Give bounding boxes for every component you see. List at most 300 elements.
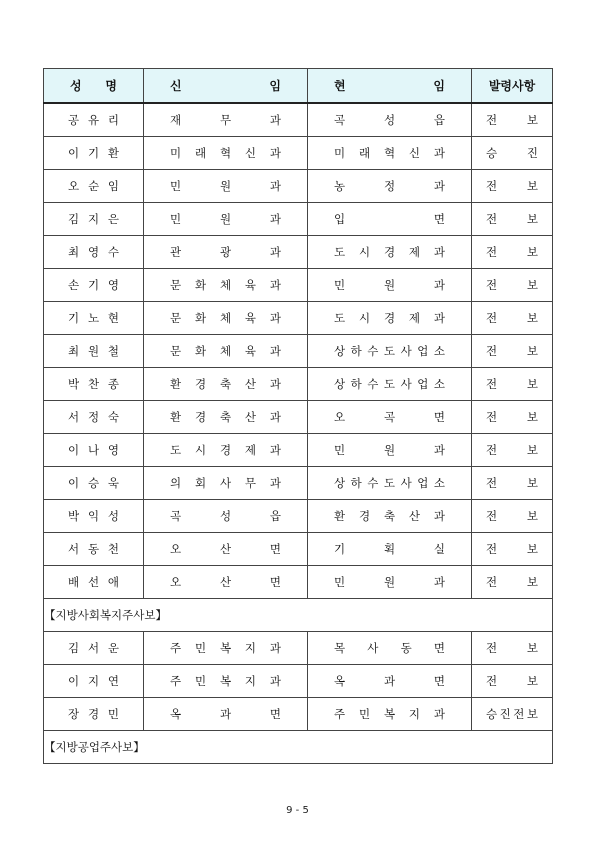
char: 래	[194, 146, 207, 160]
new-post-cell-text	[144, 244, 307, 260]
char: 도	[383, 377, 396, 391]
char: 보	[526, 575, 538, 589]
char: 소	[433, 476, 445, 490]
current-post-cell	[308, 203, 472, 236]
char: 전	[486, 443, 498, 457]
new-post-cell-text	[144, 508, 307, 524]
current-post-cell	[308, 170, 472, 203]
name-cell	[44, 632, 144, 665]
action-cell-text	[472, 673, 552, 689]
new-post-cell-text	[144, 475, 307, 491]
current-post-cell	[308, 665, 472, 698]
current-post-cell-text	[308, 673, 471, 689]
char: 민	[194, 674, 207, 688]
char: 공	[68, 113, 80, 127]
char: 주	[334, 707, 346, 721]
new-post-cell-text	[144, 112, 307, 128]
char: 회	[194, 476, 207, 490]
char: 성	[219, 509, 232, 523]
action-cell-text	[472, 343, 552, 359]
new-post-cell-text	[144, 376, 307, 392]
new-post-cell	[144, 467, 308, 500]
char: 민	[334, 278, 346, 292]
char: 제	[244, 443, 257, 457]
new-post-cell-text	[144, 541, 307, 557]
char: 시	[358, 245, 371, 259]
char: 임	[433, 79, 445, 93]
char: 래	[358, 146, 371, 160]
char: 업	[417, 344, 429, 358]
table-row	[44, 665, 553, 698]
char: 보	[526, 674, 538, 688]
char: 전	[486, 344, 498, 358]
header-current-post	[308, 69, 472, 104]
name-cell	[44, 269, 144, 302]
char: 원	[219, 212, 232, 226]
name-cell	[44, 170, 144, 203]
char: 업	[417, 377, 429, 391]
current-post-cell-text	[308, 706, 471, 722]
name-cell	[44, 467, 144, 500]
current-post-cell-text	[308, 376, 471, 392]
char: 환	[170, 377, 182, 391]
char: 보	[526, 113, 538, 127]
char: 광	[219, 245, 232, 259]
action-cell	[472, 203, 553, 236]
new-post-cell-text	[144, 442, 307, 458]
action-cell-text	[472, 244, 552, 260]
current-post-cell-text	[308, 409, 471, 425]
char: 경	[358, 509, 371, 523]
name-cell	[44, 566, 144, 599]
action-cell	[472, 500, 553, 533]
char: 박	[68, 509, 80, 523]
char: 화	[194, 278, 207, 292]
new-post-cell	[144, 236, 308, 269]
action-cell	[472, 236, 553, 269]
char: 도	[383, 344, 396, 358]
char: 수	[107, 245, 119, 259]
char: 면	[433, 674, 445, 688]
char: 지	[87, 674, 100, 688]
action-cell	[472, 566, 553, 599]
char: 환	[334, 509, 346, 523]
char: 현	[334, 79, 346, 93]
table-row	[44, 467, 553, 500]
char: 신	[408, 146, 421, 160]
char: 체	[219, 344, 232, 358]
char: 임	[107, 179, 119, 193]
char: 과	[269, 212, 281, 226]
name-cell-text	[44, 343, 143, 359]
char: 과	[269, 179, 281, 193]
char: 최	[68, 344, 80, 358]
section-welfare-heading	[44, 599, 553, 632]
section-industrial-heading	[44, 731, 553, 764]
name-cell	[44, 500, 144, 533]
char: 육	[244, 278, 257, 292]
char: 미	[334, 146, 346, 160]
char: 이	[68, 674, 80, 688]
char: 도	[170, 443, 182, 457]
char: 보	[526, 410, 538, 424]
action-cell-text	[472, 310, 552, 326]
char: 주	[170, 641, 182, 655]
char: 보	[526, 542, 538, 556]
name-cell-text	[44, 376, 143, 392]
char: 전	[486, 377, 498, 391]
char: 하	[350, 377, 362, 391]
char: 전	[486, 542, 498, 556]
name-cell	[44, 533, 144, 566]
current-post-cell	[308, 137, 472, 170]
action-cell-text	[472, 706, 552, 722]
current-post-cell-text	[308, 277, 471, 293]
char: 애	[107, 575, 119, 589]
new-post-cell	[144, 269, 308, 302]
char: 옥	[334, 674, 346, 688]
char: 성	[383, 113, 396, 127]
name-cell-text	[44, 211, 143, 227]
action-cell-text	[472, 376, 552, 392]
char: 과	[269, 311, 281, 325]
char: 과	[433, 311, 445, 325]
char: 도	[383, 476, 396, 490]
char: 현	[107, 311, 119, 325]
char: 육	[244, 311, 257, 325]
new-post-cell	[144, 500, 308, 533]
new-post-cell	[144, 665, 308, 698]
current-post-cell-text	[308, 442, 471, 458]
char: 과	[269, 113, 281, 127]
char: 시	[194, 443, 207, 457]
table-row	[44, 566, 553, 599]
char: 지	[87, 212, 100, 226]
char: 경	[194, 410, 207, 424]
char: 원	[383, 575, 396, 589]
action-cell-text	[472, 442, 552, 458]
char: 옥	[170, 707, 182, 721]
char: 박	[68, 377, 80, 391]
char: 화	[194, 311, 207, 325]
current-post-cell	[308, 368, 472, 401]
char: 성	[107, 509, 119, 523]
char: 상	[334, 476, 346, 490]
char: 은	[107, 212, 119, 226]
char: 노	[87, 311, 100, 325]
name-cell-text	[44, 112, 143, 128]
new-post-cell	[144, 302, 308, 335]
name-cell	[44, 137, 144, 170]
char: 도	[334, 245, 346, 259]
char: 찬	[87, 377, 100, 391]
name-cell-text	[44, 178, 143, 194]
action-cell	[472, 467, 553, 500]
char: 주	[170, 674, 182, 688]
name-cell-text	[44, 706, 143, 722]
char: 과	[269, 377, 281, 391]
char: 오	[170, 575, 182, 589]
char: 승	[486, 707, 498, 721]
char: 관	[170, 245, 182, 259]
char: 천	[107, 542, 119, 556]
char: 오	[170, 542, 182, 556]
char: 시	[358, 311, 371, 325]
new-post-cell-text	[144, 409, 307, 425]
table-row	[44, 137, 553, 170]
name-cell	[44, 236, 144, 269]
char: 산	[219, 542, 232, 556]
char: 미	[170, 146, 182, 160]
name-cell-text	[44, 244, 143, 260]
char: 하	[350, 476, 362, 490]
new-post-cell	[144, 698, 308, 731]
new-post-cell-text	[144, 706, 307, 722]
char: 산	[244, 377, 257, 391]
char: 영	[107, 278, 119, 292]
char: 지	[244, 674, 257, 688]
char: 환	[107, 146, 119, 160]
action-cell-text	[472, 112, 552, 128]
table-row	[44, 170, 553, 203]
current-post-cell-text	[308, 244, 471, 260]
char: 면	[269, 542, 281, 556]
char: 명	[105, 79, 117, 93]
char: 혁	[383, 146, 396, 160]
char: 제	[408, 245, 421, 259]
current-post-cell	[308, 533, 472, 566]
char: 면	[269, 575, 281, 589]
char: 오	[334, 410, 346, 424]
char: 과	[269, 674, 281, 688]
char: 과	[433, 146, 445, 160]
char: 과	[433, 509, 445, 523]
char: 복	[219, 641, 232, 655]
action-cell-text	[472, 508, 552, 524]
char: 과	[433, 575, 445, 589]
page-number: 9 - 5	[286, 805, 309, 816]
char: 성	[70, 79, 82, 93]
new-post-cell-text	[144, 277, 307, 293]
name-cell	[44, 698, 144, 731]
char: 선	[87, 575, 100, 589]
action-cell-text	[472, 145, 552, 161]
char: 김	[68, 641, 80, 655]
char: 업	[417, 476, 429, 490]
char: 이	[68, 476, 80, 490]
section-welfare-heading-label: 【지방사회복지주사보】	[44, 599, 553, 632]
char: 과	[433, 707, 445, 721]
header-action: 발령사항	[472, 69, 553, 104]
table-header-row	[44, 69, 553, 104]
char: 과	[269, 476, 281, 490]
table-row	[44, 500, 553, 533]
new-post-cell	[144, 368, 308, 401]
current-post-cell-text	[308, 178, 471, 194]
header-new-post	[144, 69, 308, 104]
name-cell-text	[44, 508, 143, 524]
char: 정	[87, 410, 100, 424]
char: 체	[219, 278, 232, 292]
table-row	[44, 335, 553, 368]
new-post-cell-text	[144, 673, 307, 689]
char: 동	[400, 641, 412, 655]
new-post-cell	[144, 103, 308, 137]
char: 서	[87, 641, 100, 655]
name-cell-text	[44, 442, 143, 458]
char: 경	[194, 377, 207, 391]
current-post-cell-text	[308, 211, 471, 227]
char: 보	[526, 344, 538, 358]
char: 민	[107, 707, 119, 721]
new-post-cell-text	[144, 178, 307, 194]
name-cell-text	[44, 673, 143, 689]
char: 전	[486, 113, 498, 127]
char: 원	[219, 179, 232, 193]
current-post-cell	[308, 269, 472, 302]
new-post-cell	[144, 566, 308, 599]
char: 영	[107, 443, 119, 457]
new-post-cell	[144, 533, 308, 566]
char: 하	[350, 344, 362, 358]
char: 경	[87, 707, 100, 721]
action-cell	[472, 698, 553, 731]
char: 숙	[107, 410, 119, 424]
action-cell	[472, 335, 553, 368]
char: 민	[334, 443, 346, 457]
table-row	[44, 401, 553, 434]
table-row	[44, 533, 553, 566]
char: 무	[219, 113, 232, 127]
char: 동	[87, 542, 100, 556]
char: 전	[486, 575, 498, 589]
char: 철	[107, 344, 119, 358]
name-cell	[44, 103, 144, 137]
char: 보	[526, 707, 538, 721]
action-cell	[472, 302, 553, 335]
action-cell	[472, 665, 553, 698]
char: 정	[383, 179, 396, 193]
new-post-cell	[144, 335, 308, 368]
char: 상	[334, 344, 346, 358]
char: 장	[68, 707, 80, 721]
action-cell-text	[472, 640, 552, 656]
char: 보	[526, 311, 538, 325]
char: 과	[269, 641, 281, 655]
table-row	[44, 698, 553, 731]
current-post-cell	[308, 434, 472, 467]
char: 진	[499, 707, 511, 721]
action-cell	[472, 170, 553, 203]
char: 목	[334, 641, 346, 655]
char: 신	[170, 79, 182, 93]
char: 사	[400, 344, 412, 358]
char: 의	[170, 476, 182, 490]
new-post-cell	[144, 632, 308, 665]
current-post-cell	[308, 698, 472, 731]
char: 서	[68, 542, 80, 556]
current-post-cell-text	[308, 112, 471, 128]
name-cell	[44, 434, 144, 467]
char: 과	[433, 278, 445, 292]
char: 도	[334, 311, 346, 325]
char: 전	[486, 476, 498, 490]
char: 사	[219, 476, 232, 490]
char: 면	[433, 212, 445, 226]
name-cell-text	[44, 574, 143, 590]
char: 재	[170, 113, 182, 127]
new-post-cell	[144, 170, 308, 203]
char: 기	[87, 146, 100, 160]
new-post-cell-text	[144, 310, 307, 326]
new-post-cell-text	[144, 211, 307, 227]
current-post-cell-text	[308, 343, 471, 359]
char: 산	[244, 410, 257, 424]
table-row	[44, 302, 553, 335]
char: 신	[244, 146, 257, 160]
char: 보	[526, 278, 538, 292]
char: 읍	[269, 509, 281, 523]
table-row	[44, 368, 553, 401]
char: 보	[526, 245, 538, 259]
current-post-cell	[308, 467, 472, 500]
char: 읍	[433, 113, 445, 127]
name-cell-text	[44, 145, 143, 161]
char: 원	[383, 278, 396, 292]
char: 과	[219, 707, 232, 721]
char: 농	[334, 179, 346, 193]
char: 경	[383, 311, 396, 325]
char: 화	[194, 344, 207, 358]
current-post-cell	[308, 500, 472, 533]
char: 과	[433, 179, 445, 193]
current-post-cell	[308, 401, 472, 434]
name-cell	[44, 302, 144, 335]
char: 면	[433, 410, 445, 424]
action-cell-text	[472, 178, 552, 194]
current-post-cell	[308, 632, 472, 665]
table-row	[44, 236, 553, 269]
char: 기	[334, 542, 346, 556]
char: 순	[87, 179, 100, 193]
char: 경	[219, 443, 232, 457]
char: 보	[526, 476, 538, 490]
char: 획	[383, 542, 396, 556]
char: 나	[87, 443, 100, 457]
new-post-cell	[144, 137, 308, 170]
name-cell	[44, 665, 144, 698]
char: 문	[170, 278, 182, 292]
char: 환	[170, 410, 182, 424]
char: 곡	[170, 509, 182, 523]
name-cell	[44, 335, 144, 368]
action-cell	[472, 434, 553, 467]
char: 복	[219, 674, 232, 688]
action-cell	[472, 401, 553, 434]
action-cell-text	[472, 409, 552, 425]
char: 기	[68, 311, 80, 325]
action-cell	[472, 269, 553, 302]
char: 과	[269, 278, 281, 292]
char: 과	[383, 674, 396, 688]
char: 과	[269, 146, 281, 160]
char: 혁	[219, 146, 232, 160]
current-post-cell	[308, 566, 472, 599]
char: 민	[170, 212, 182, 226]
char: 연	[107, 674, 119, 688]
new-post-cell	[144, 203, 308, 236]
char: 원	[383, 443, 396, 457]
